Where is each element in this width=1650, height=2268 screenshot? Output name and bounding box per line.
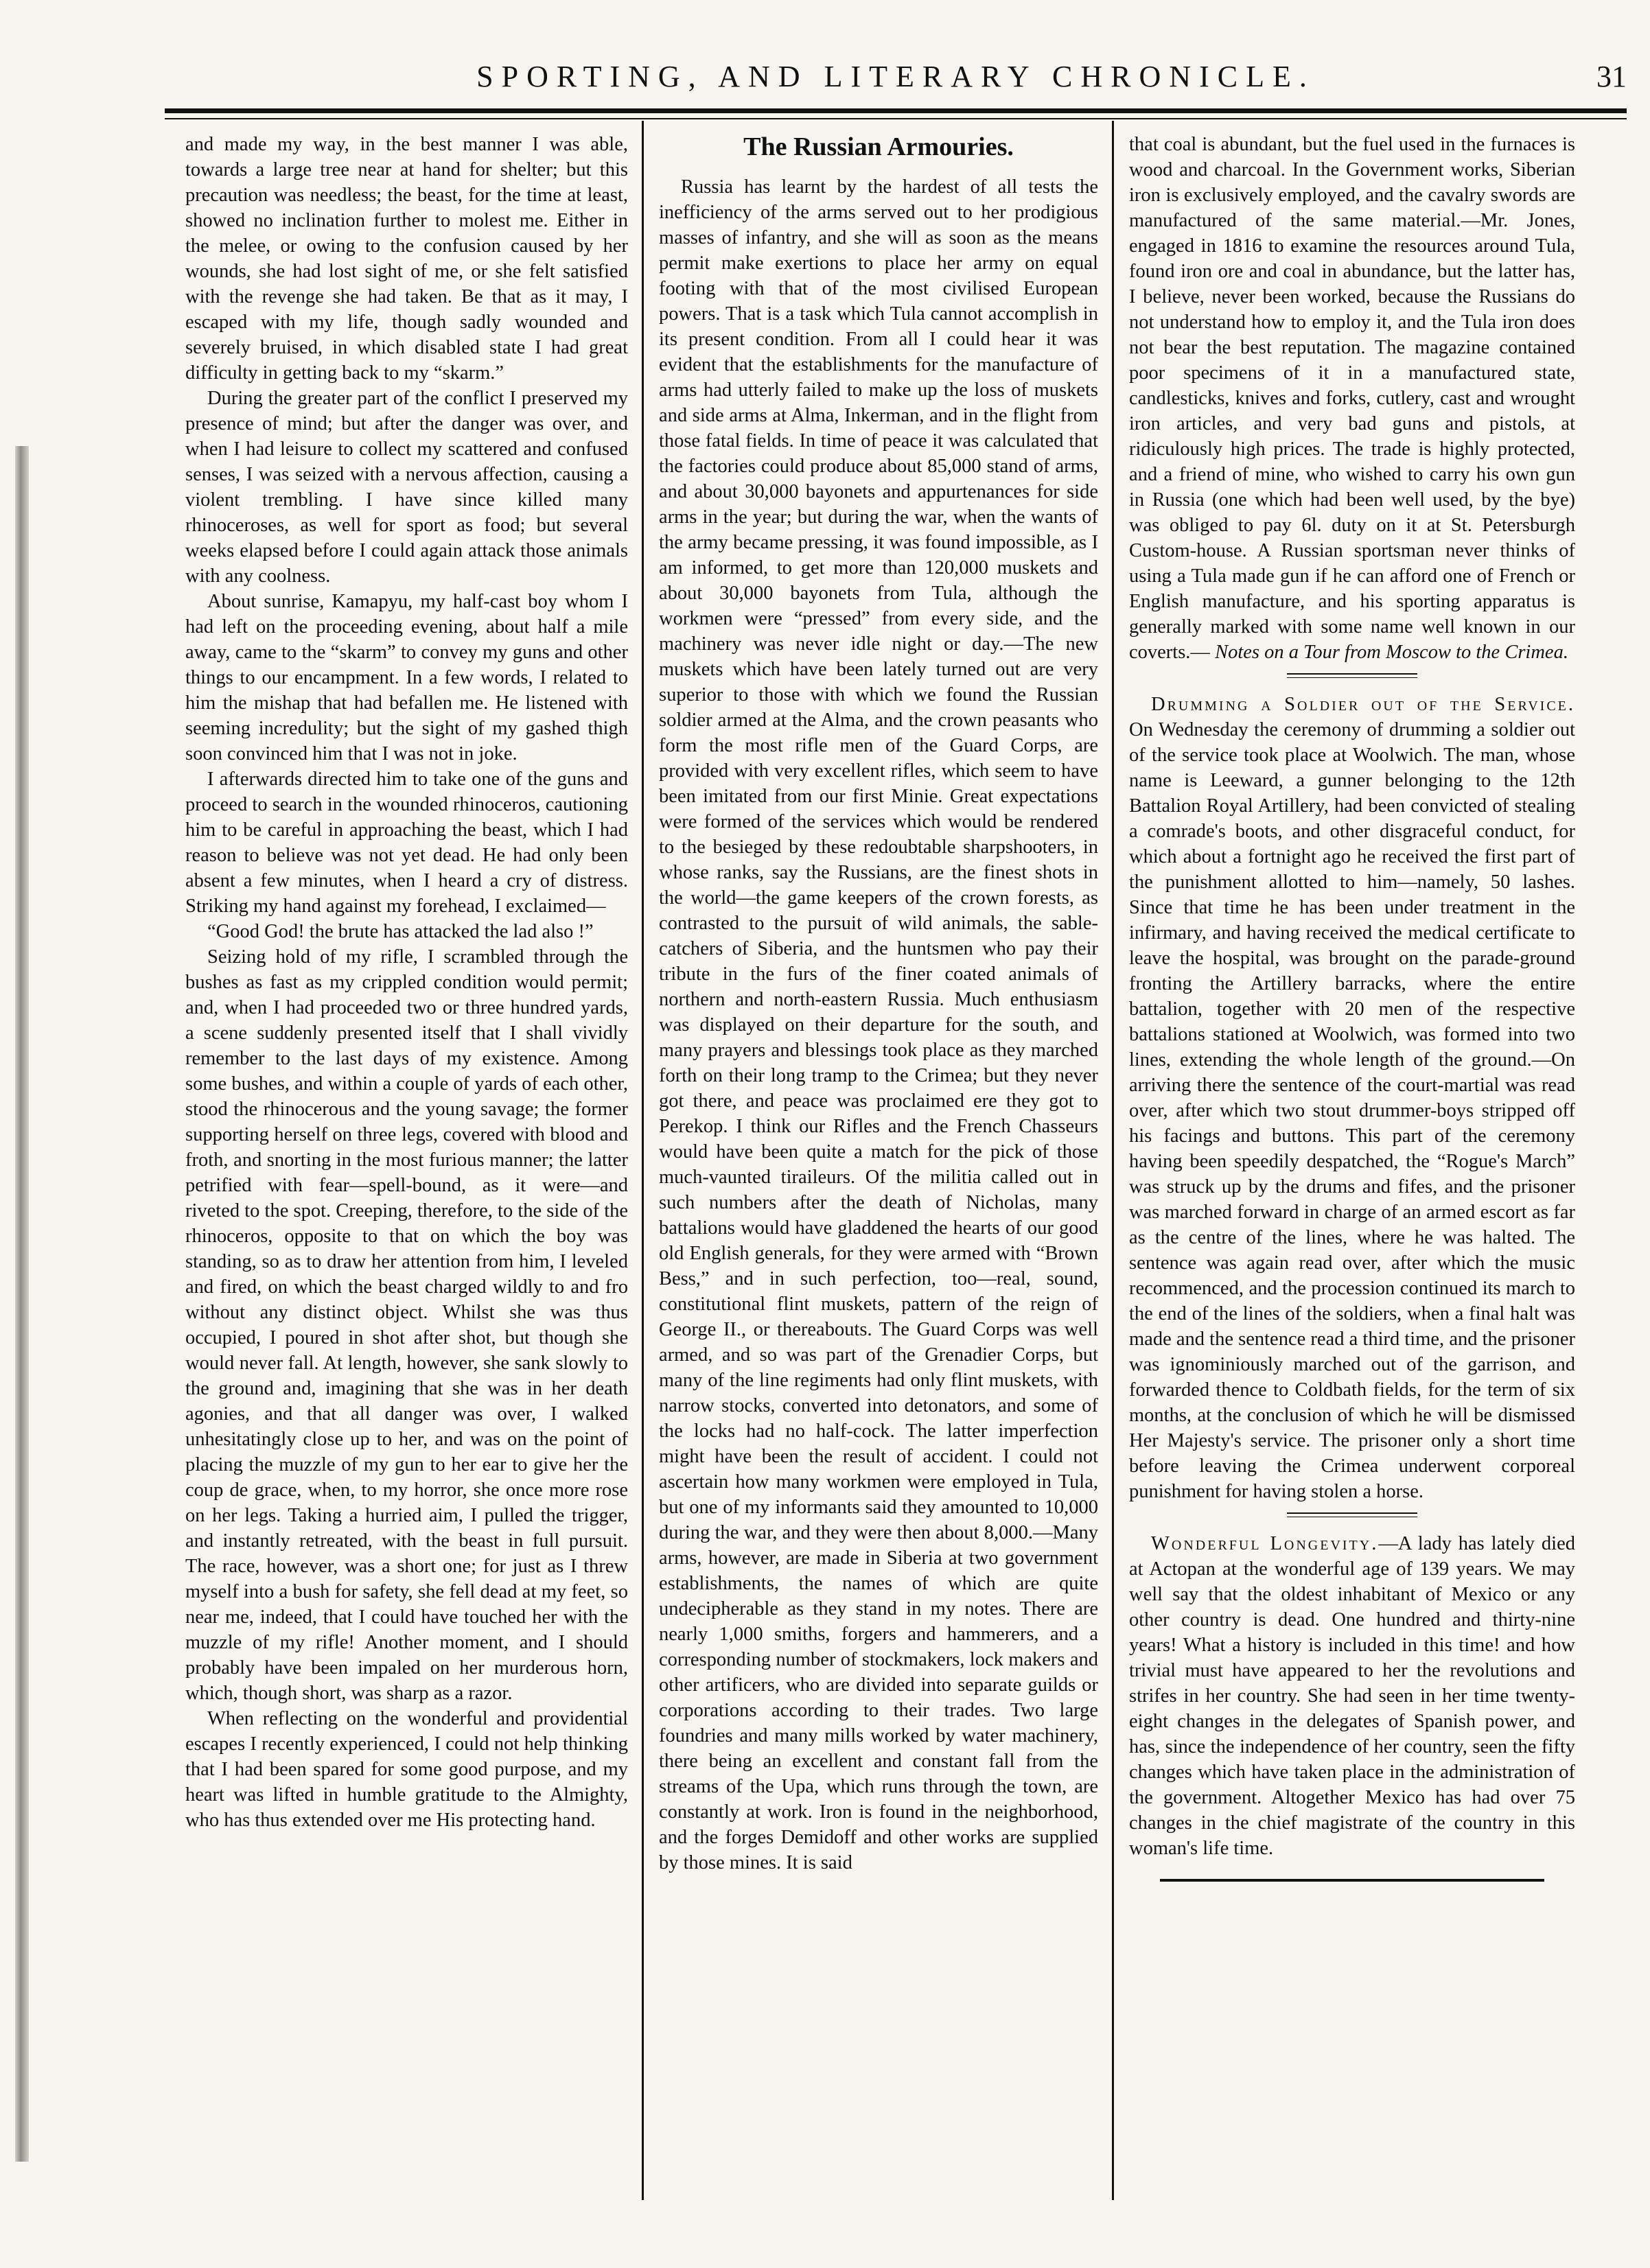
paragraph: “Good God! the brute has attacked the lad also !”: [207, 921, 594, 942]
paragraph: [1129, 692, 1575, 1504]
end-rule: [1160, 1879, 1544, 1882]
paragraph: [1129, 1531, 1575, 1861]
binding-edge: [15, 446, 29, 2162]
paragraph-text: —A lady has lately died at Actopan at the wonderful age of 139 years. We may well say that the oldest inhabitant of Mexico or any other country is dead. One hundred and thirty-nine years! What a history is included in this time! and how trivial must have appeared to her the revolutions and strifes in her country. She had seen in her time twenty-eight changes in the delegates of Spanish power, and has, since the independence of her country, seen the fifty changes which have taken place in the administration of the government. Altogether Mexico has had over 75 changes in the chief magistrate of the country in this woman's life time.: [1129, 1533, 1575, 1859]
source-citation: Notes on a Tour from Moscow to the Crimea.: [1215, 642, 1568, 663]
column-rule-right: [1112, 121, 1114, 2200]
paragraph: and made my way, in the best manner I was able, towards a large tree near at hand for shelter; but this precaution was needless; the beast, for the time at least, showed no inclination further to molest me. Either in the melee, or owing to the confusion caused by her wounds, she had lost sight of me, or she felt satisfied with the revenge she had taken. Be that as it may, I escaped with my life, though sadly wounded and severely bruised, in which disabled state I had great difficulty in getting back to my “skarm.”: [185, 134, 628, 384]
article-heading: Wonderful Longevity.: [1151, 1533, 1379, 1554]
paragraph: Seizing hold of my rifle, I scrambled through the bushes as fast as my crippled condition would permit; and, when I had proceeded two or three hundred yards, a scene suddenly presented itself that I shall vividly remember to the last days of my existence. Among some bushes, and within a couple of yards of each other, stood the rhinocerous and the young savage; the former supporting herself on three legs, covered with blood and froth, and snorting in the most furious manner; the latter petrified with fear—spell-bound, as it were—and riveted to the spot. Creeping, therefore, to the side of the rhinoceros, opposite to that on which the boy was standing, so as to draw her attention from him, I leveled and fired, on which the beast charged wildly to and fro without any distinct object. Whilst she was thus occupied, I poured in shot after shot, but though she would never fall. At length, however, she sank slowly to the ground and, imagining that she was in her death agonies, and that all danger was over, I walked unhesitatingly close up to her, and was on the point of placing the muzzle of my gun to her ear to give her the coup de grace, when, to my horror, she once more rose on her legs. Taking a hurried aim, I pulled the trigger, and instantly retreated, with the beast in full pursuit. The race, however, was a short one; for just as I threw myself into a bush for safety, she fell dead at my feet, so near me, indeed, that I could have touched her with the muzzle of my rifle! Another moment, and I should probably have been impaled on her murderous horn, which, though short, was sharp as a razor.: [185, 946, 628, 1704]
column-1: [185, 132, 628, 2197]
running-head: SPORTING, AND LITERARY CHRONICLE.: [476, 60, 1315, 93]
paragraph: I afterwards directed him to take one of the guns and proceed to search in the wounded rhinoceros, cautioning him to be careful in approaching the beast, which I had reason to believe was not yet dead. He had only been absent a few minutes, when I heard a cry of distress. Striking my hand against my forehead, I exclaimed—: [185, 769, 628, 917]
paragraph-text: On Wednesday the ceremony of drumming a soldier out of the service took place at Woolwich. The man, whose name is Leeward, a gunner belonging to the 12th Battalion Royal Artillery, had been convicted of stealing a comrade's boots, and other disgraceful conduct, for which about a fortnight ago he received the first part of the punishment allotted to him—namely, 50 lashes. Since that time he has been under treatment in the infirmary, and having received the medical certificate to leave the hospital, was brought on the parade-ground fronting the Artillery barracks, where the entire battalion, together with 20 men of the respective battalions stationed at Woolwich, was formed into two lines, extending the whole length of the ground.—On arriving there the sentence of the court-martial was read over, after which two stout drummer-boys stripped off his facings and buttons. This part of the ceremony having been speedily despatched, the “Rogue's March” was struck up by the drums and fifes, and the prisoner was marched forward in charge of an armed escort as far as the centre of the lines, where he was halted. The sentence was again read over, after which the music recommenced, and the procession continued its march to the end of the lines of the soldiers, when a final halt was made and the sentence read a third time, and the prisoner was ignominiously marched out of the garrison, and forwarded thence to Coldbath fields, for the term of six months, at the conclusion of which he will be dismissed Her Majesty's service. The prisoner only a short time before leaving the Crimea underwent corporeal punishment for having stolen a horse.: [1129, 719, 1575, 1502]
paragraph: About sunrise, Kamapyu, my half-cast boy whom I had left on the proceeding evening, about half a mile away, came to the “skarm” to convey my guns and other things to our encampment. In a few words, I related to him the mishap that had befallen me. He listened with seeming incredulity; but the sight of my gashed thigh soon convinced him that I was not in joke.: [185, 591, 628, 764]
page-header: [165, 59, 1627, 107]
header-rule-thick: [165, 108, 1627, 113]
column-rule-left: [642, 121, 644, 2200]
paragraph: During the greater part of the conflict I preserved my presence of mind; but after the danger was over, and when I had leisure to collect my scattered and confused senses, I was seized with a nervous affection, causing a violent trembling. I have since killed many rhinoceroses, as well for sport as food; but several weeks elapsed before I could again attack those animals with any coolness.: [185, 388, 628, 587]
article-heading: Drumming a Soldier out of the Service.: [1151, 694, 1575, 715]
paragraph: When reflecting on the wonderful and providential escapes I recently experienced, I could not help thinking that I had been spared for some good purpose, and my heart was lifted in humble gratitude to the Almighty, who has thus extended over me His protecting hand.: [185, 1708, 628, 1831]
paragraph: Russia has learnt by the hardest of all tests the inefficiency of the arms served out to her prodigious masses of infantry, and she will as soon as the means permit make exertions to place her army on equal footing with that of the most civilised European powers. That is a task which Tula cannot accomplish in its present condition. From all I could hear it was evident that the establishments for the manufacture of arms had utterly failed to make up the loss of muskets and side arms at Alma, Inkerman, and in the flight from those fatal fields. In time of peace it was calculated that the factories could produce about 85,000 stand of arms, and about 30,000 bayonets and appurtenances for side arms in the year; but during the war, when the wants of the army became pressing, it was found impossible, as I am informed, to get more than 120,000 muskets and about 30,000 bayonets from Tula, although the workmen were “pressed” from every side, and the machinery was never idle night or day.—The new muskets which have been lately turned out are very superior to those with which we found the Russian soldier armed at the Alma, and the crown peasants who form the most rifle men of the Guard Corps, are provided with very excellent rifles, which seem to have been imitated from our first Minie. Great expectations were formed of the services which would be rendered to the besieged by these redoubtable sharpshooters, in whose ranks, say the Russians, are the finest shots in the world—the game keepers of the crown forests, as contrasted to the pursuit of wild animals, the sable-catchers of Siberia, and the huntsmen who pay their tribute in the furs of the finer coated animals of northern and north-eastern Russia. Much enthusiasm was displayed on their departure for the south, and many prayers and blessings took place as they marched forth on their long tramp to the Crimea; but they never got there, and peace was proclaimed ere they got to Perekop. I think our Rifles and the French Chasseurs would have been quite a match for the pick of those much-vaunted tiraileurs. Of the militia called out in such numbers after the death of Nicholas, many battalions would have gladdened the hearts of our good old English generals, for they were armed with “Brown Bess,” and in such perfection, too—real, sound, constitutional flint muskets, pattern of the reign of George II., or thereabouts. The Guard Corps was well armed, and so was part of the Grenadier Corps, but many of the line regiments had only flint muskets, with narrow stocks, converted into detonators, and some of the locks had no half-cock. The latter imperfection might have been the result of accident. I could not ascertain how many workmen were employed in Tula, but one of my informants said they amounted to 10,000 during the war, and they were then about 8,000.—Many arms, however, are made in Siberia at two government establishments, the names of which are quite undecipherable as they stand in my notes. There are nearly 1,000 smiths, forgers and hammerers, and a corresponding number of stockmakers, lock makers and other artificers, who are divided into separate guilds or corporations according to their trades. Two large foundries and many mills worked by water machinery, there being an excellent and constant fall from the streams of the Upa, which runs through the town, are constantly at work. Iron is found in the neighborhood, and the forges Demidoff and other works are supplied by those mines. It is said: [659, 176, 1098, 1873]
header-rule-thin: [165, 118, 1627, 119]
column-3: [1129, 132, 1575, 2197]
page-number: 31: [1596, 60, 1627, 93]
column-2: [659, 132, 1098, 2197]
article-title: The Russian Armouries.: [743, 132, 1014, 161]
article-divider: [1287, 1512, 1417, 1517]
article-divider: [1287, 673, 1417, 678]
paragraph: [1129, 132, 1575, 665]
paragraph-text: that coal is abundant, but the fuel used in the furnaces is wood and charcoal. In the Government works, Siberian iron is exclusively employed, and the cavalry swords are manufactured of the same material.—Mr. Jones, engaged in 1816 to examine the resources around Tula, found iron ore and coal in abundance, but the latter has, I believe, never been worked, because the Russians do not understand how to employ it, and the Tula iron does not bear the best reputation. The magazine contained poor specimens of it in a manufactured state, candlesticks, knives and forks, cutlery, cast and wrought iron articles, and very bad guns and pistols, at ridiculously high prices. The trade is highly protected, and a friend of mine, who wished to carry his own gun in Russia (one which had been well used, by the bye) was obliged to pay 6l. duty on it at St. Petersburgh Custom-house. A Russian sportsman never thinks of using a Tula made gun if he can afford one of French or English manufacture, and his sporting apparatus is generally marked with some name well known in our coverts.—: [1129, 134, 1575, 663]
